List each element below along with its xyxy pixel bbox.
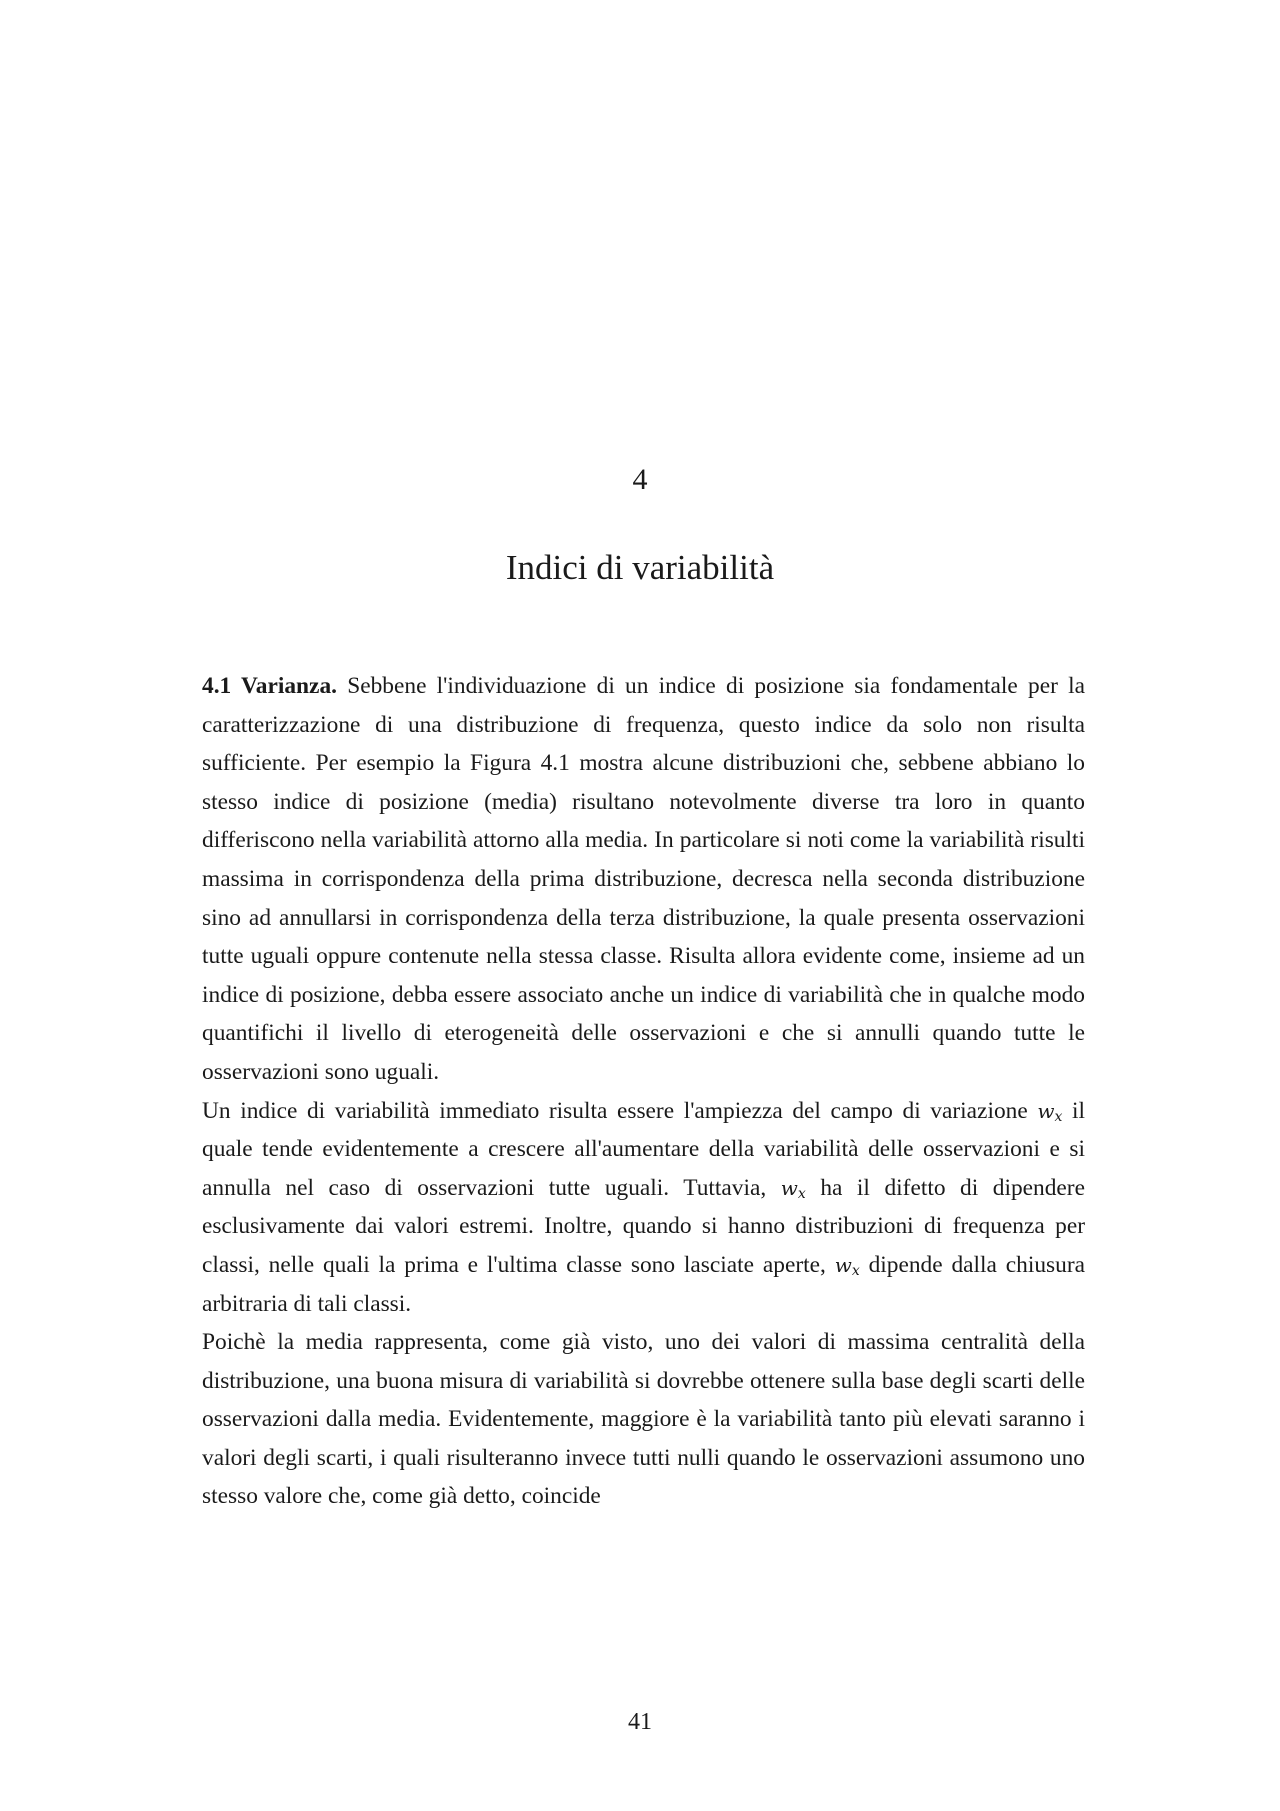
section-heading: 4.1 Varianza. — [202, 673, 337, 699]
paragraph-2-text-1: Un indice di variabilità immediato risulta essere l'ampiezza del campo di variazione — [202, 1097, 1028, 1124]
chapter-title: Indici di variabilità — [505, 548, 775, 587]
paragraph-3: Poichè la media rappresenta, come già visto, uno dei valori di massima centralità della distribuzione, una buona misura di variabilità si dovrebbe ottenere sulla base degli scarti delle osservazioni dalla media. Evidentemente, maggiore è la variabilità tanto più elevati saranno i valori degli scarti, i quali risulteranno invece tutti nulli quando le osservazioni assumono uno stesso valore che, come già detto, coincide — [202, 1329, 1085, 1510]
paragraph-1-text: Sebbene l'individuazione di un indice di posizione sia fondamentale per la caratterizzazione di una distribuzione di frequenza, questo indice da solo non risulta sufficiente. Per esempio la Figura 4.1 mostra alcune distribuzioni che, sebbene abbiano lo stesso indice di posizione (media) risultano notevolmente diverse tra loro in quanto differiscono nella variabilità attorno alla media. In particolare si noti come la variabilità risulti massima in corrispondenza della prima distribuzione, decresca nella seconda distribuzione sino ad annullarsi in corrispondenza della terza distribuzione, la quale presenta osservazioni tutte uguali oppure contenute nella stessa classe. Risulta allora evidente come, insieme ad un indice di posizione, debba essere associato anche un indice di variabilità che in qualche modo quantifichi il livello di eterogeneità delle osservazioni e che si annulli quando tutte le osservazioni sono uguali. — [202, 673, 1085, 1085]
math-wx: $w_x$ — [834, 1252, 860, 1279]
paragraph-1 — [202, 667, 1085, 1092]
page-number: 41 — [628, 1709, 652, 1735]
paragraph-2-text-4: dipende dalla chiusura arbitraria di tali classi. — [202, 1251, 1085, 1317]
paragraph-2-text-2: il quale tende evidentemente a crescere all'aumentare della variabilità delle osservazioni e si annulla nel caso di osservazioni tutte uguali. Tuttavia, — [202, 1097, 1085, 1201]
math-wx: $w_x$ — [1037, 1098, 1063, 1125]
chapter-number: 4 — [632, 463, 648, 496]
math-wx: $w_x$ — [780, 1175, 806, 1202]
paragraph-2-text-3: ha il difetto di dipendere esclusivamente dai valori estremi. Inoltre, quando si hanno distribuzioni di frequenza per classi, nelle quali la prima e l'ultima classe sono lasciate aperte, — [202, 1174, 1085, 1278]
body-text — [202, 667, 1085, 1516]
paragraph-2 — [202, 1092, 1085, 1324]
